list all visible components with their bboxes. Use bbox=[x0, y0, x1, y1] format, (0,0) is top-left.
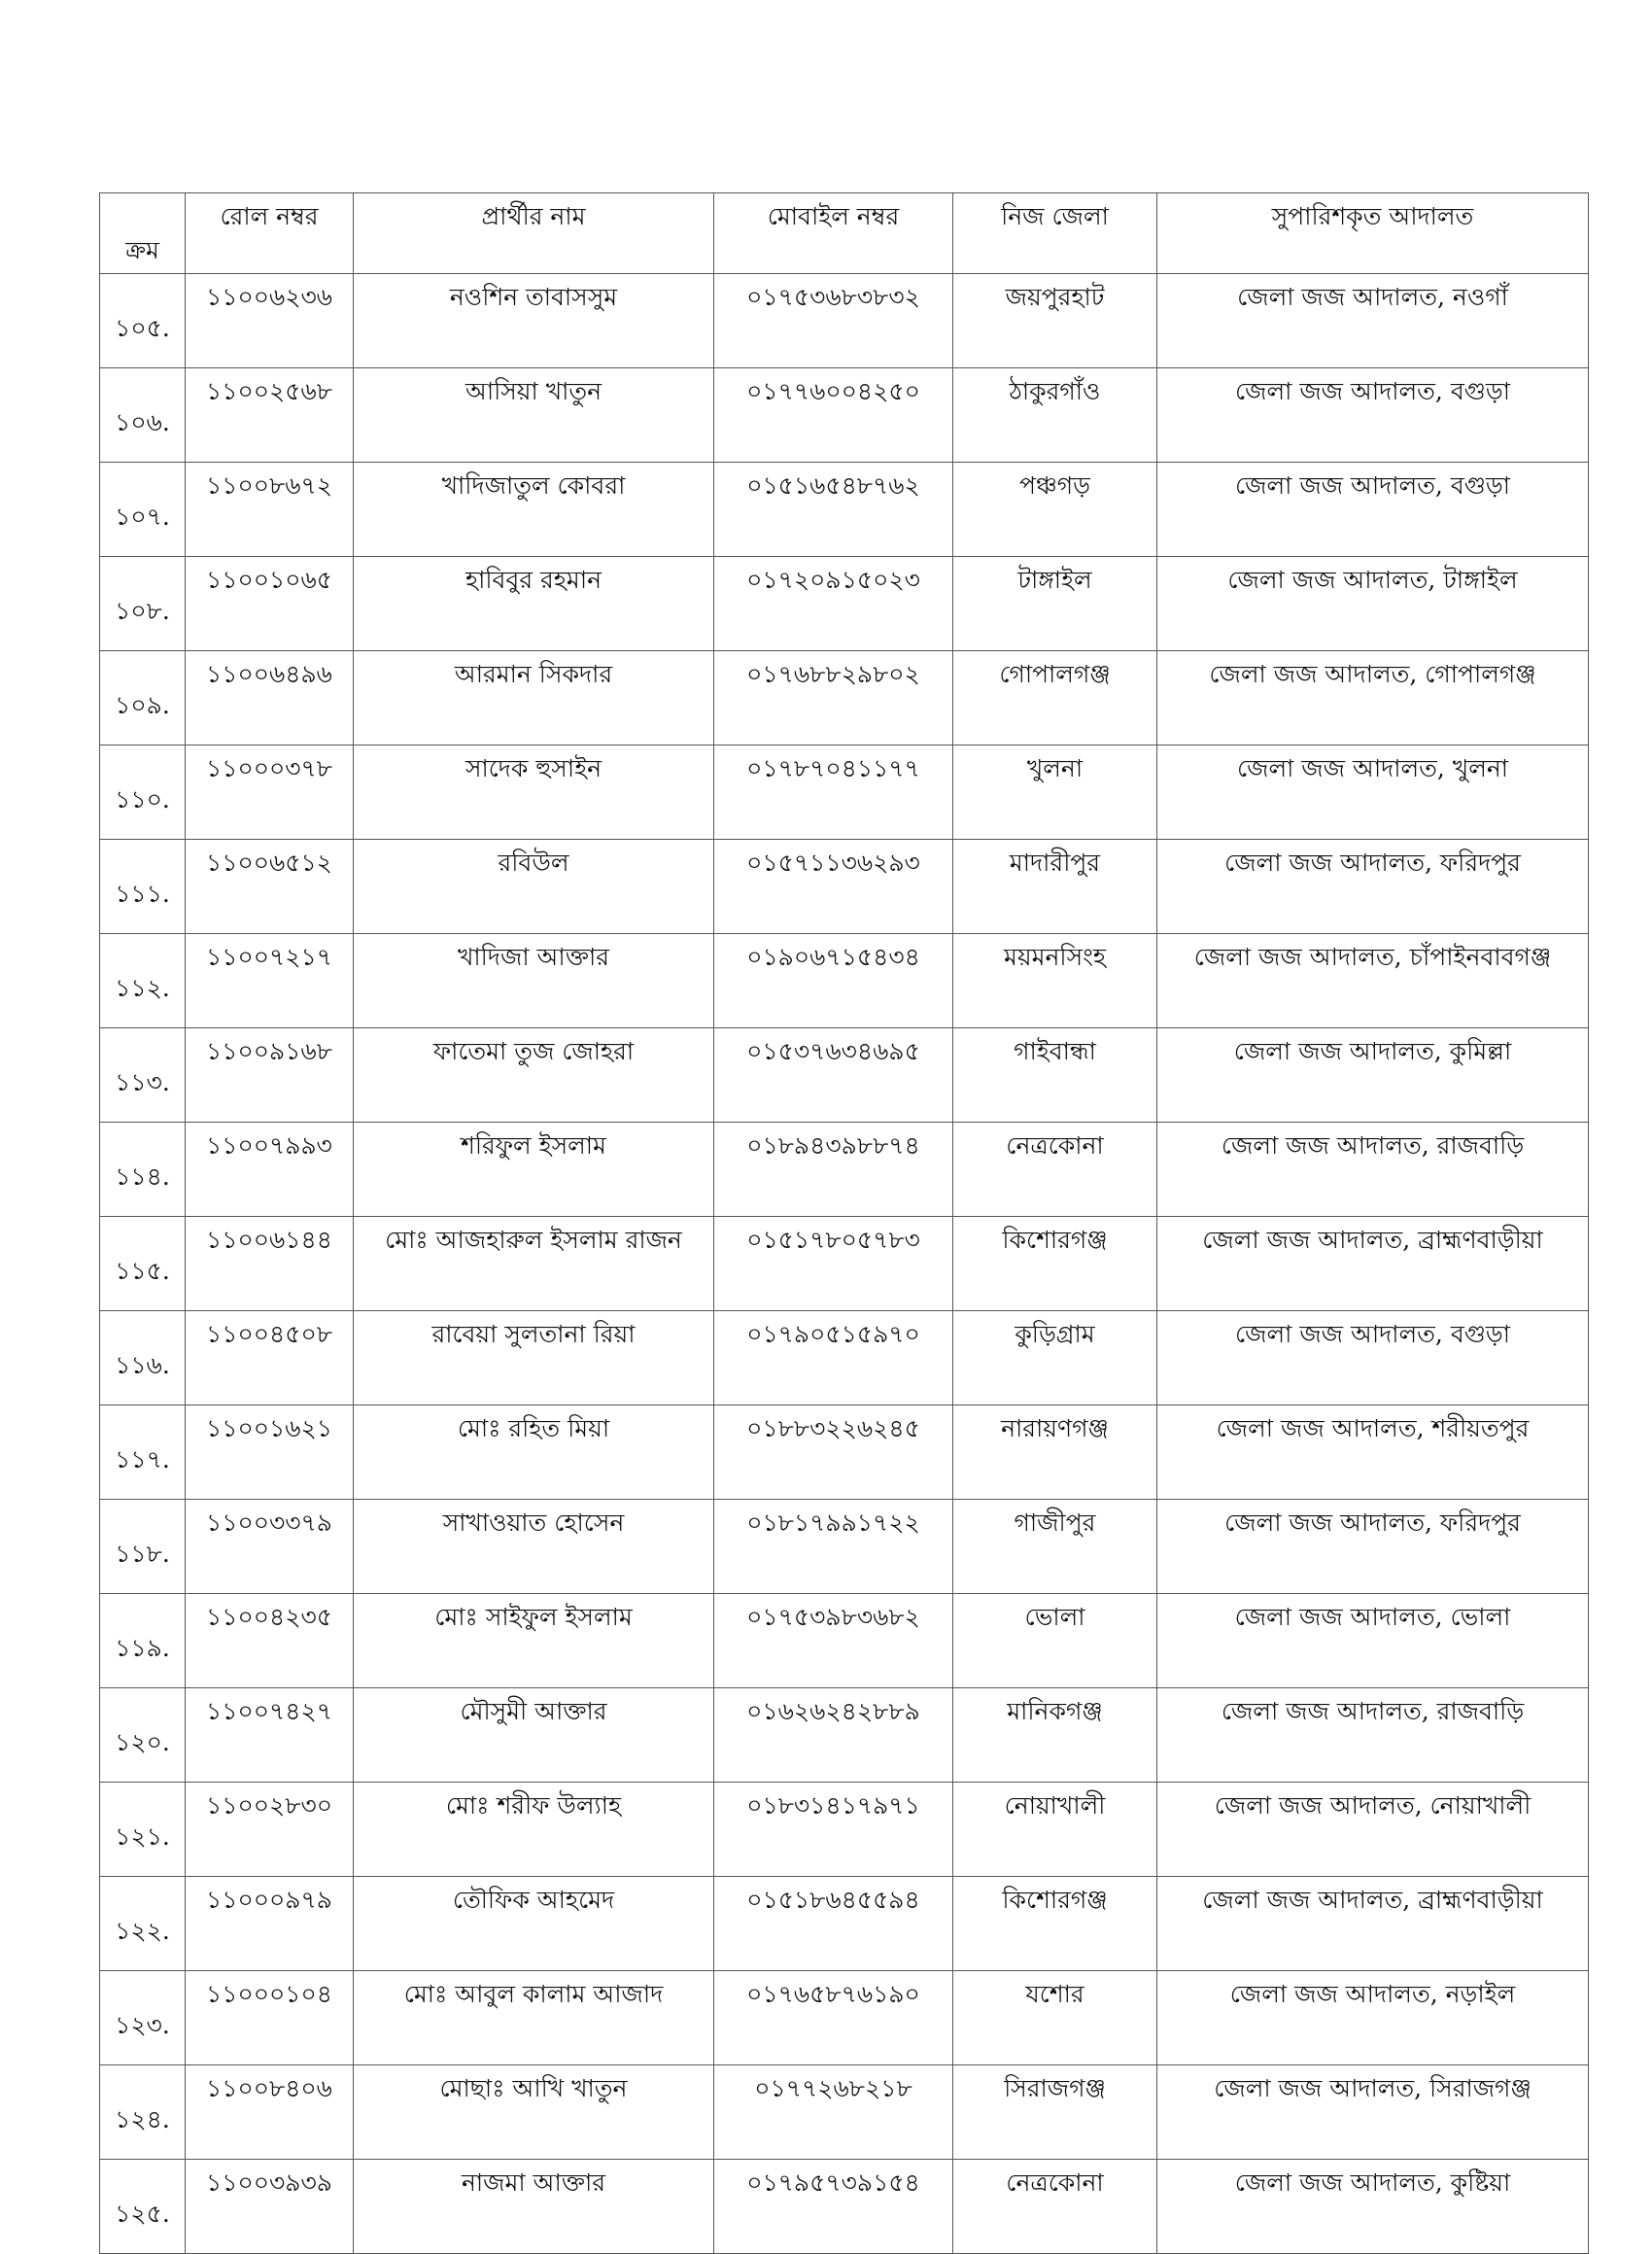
cell-serial: ১২১. bbox=[100, 1783, 186, 1877]
cell-serial: ১১৬. bbox=[100, 1311, 186, 1405]
cell-serial: ১১৪. bbox=[100, 1123, 186, 1217]
table-row bbox=[100, 1028, 1589, 1123]
table-row bbox=[100, 1405, 1589, 1500]
cell-mobile: ০১৬২৬২৪২৮৮৯ bbox=[714, 1688, 953, 1783]
cell-mobile: ০১৭৭৬০০৪২৫০ bbox=[714, 368, 953, 463]
cell-roll: ১১০০৮৬৭২ bbox=[186, 463, 354, 557]
cell-candidate-name: মোঃ সাইফুল ইসলাম bbox=[354, 1594, 714, 1688]
table-row bbox=[100, 368, 1589, 463]
cell-candidate-name: রবিউল bbox=[354, 840, 714, 934]
cell-recommended-court: জেলা জজ আদালত, চাঁপাইনবাবগঞ্জ bbox=[1157, 934, 1589, 1028]
cell-serial: ১২২. bbox=[100, 1877, 186, 1971]
cell-candidate-name: আসিয়া খাতুন bbox=[354, 368, 714, 463]
cell-recommended-court: জেলা জজ আদালত, রাজবাড়ি bbox=[1157, 1123, 1589, 1217]
cell-serial: ১২৫. bbox=[100, 2160, 186, 2254]
table-row bbox=[100, 1123, 1589, 1217]
cell-roll: ১১০০৩৯৩৯ bbox=[186, 2160, 354, 2254]
table-row bbox=[100, 651, 1589, 746]
cell-recommended-court: জেলা জজ আদালত, কুমিল্লা bbox=[1157, 1028, 1589, 1123]
cell-home-district: পঞ্চগড় bbox=[953, 463, 1157, 557]
cell-roll: ১১০০৮৪০৬ bbox=[186, 2065, 354, 2160]
cell-mobile: ০১৫১৭৮০৫৭৮৩ bbox=[714, 1217, 953, 1311]
cell-recommended-court: জেলা জজ আদালত, খুলনা bbox=[1157, 746, 1589, 840]
cell-recommended-court: জেলা জজ আদালত, নড়াইল bbox=[1157, 1971, 1589, 2065]
cell-roll: ১১০০১৬২১ bbox=[186, 1405, 354, 1500]
table-row bbox=[100, 840, 1589, 934]
cell-home-district: মানিকগঞ্জ bbox=[953, 1688, 1157, 1783]
header-name: প্রার্থীর নাম bbox=[354, 193, 714, 274]
cell-mobile: ০১৭৬৮৮২৯৮০২ bbox=[714, 651, 953, 746]
cell-home-district: ঠাকুরগাঁও bbox=[953, 368, 1157, 463]
cell-recommended-court: জেলা জজ আদালত, বগুড়া bbox=[1157, 1311, 1589, 1405]
cell-roll: ১১০০৬২৩৬ bbox=[186, 274, 354, 368]
cell-home-district: নোয়াখালী bbox=[953, 1783, 1157, 1877]
cell-recommended-court: জেলা জজ আদালত, শরীয়তপুর bbox=[1157, 1405, 1589, 1500]
cell-mobile: ০১৯০৬৭১৫৪৩৪ bbox=[714, 934, 953, 1028]
cell-candidate-name: খাদিজাতুল কোবরা bbox=[354, 463, 714, 557]
cell-candidate-name: ফাতেমা তুজ জোহরা bbox=[354, 1028, 714, 1123]
header-serial: ক্রম bbox=[100, 193, 186, 274]
cell-home-district: গাইবান্ধা bbox=[953, 1028, 1157, 1123]
cell-mobile: ০১৮৯৪৩৯৮৮৭৪ bbox=[714, 1123, 953, 1217]
cell-recommended-court: জেলা জজ আদালত, ব্রাহ্মণবাড়ীয়া bbox=[1157, 1217, 1589, 1311]
cell-home-district: ময়মনসিংহ bbox=[953, 934, 1157, 1028]
header-roll: রোল নম্বর bbox=[186, 193, 354, 274]
table-row bbox=[100, 1217, 1589, 1311]
cell-roll: ১১০০৭২১৭ bbox=[186, 934, 354, 1028]
cell-recommended-court: জেলা জজ আদালত, ফরিদপুর bbox=[1157, 840, 1589, 934]
table-row bbox=[100, 1783, 1589, 1877]
cell-home-district: ভোলা bbox=[953, 1594, 1157, 1688]
cell-home-district: জয়পুরহাট bbox=[953, 274, 1157, 368]
cell-candidate-name: নওশিন তাবাসসুম bbox=[354, 274, 714, 368]
cell-mobile: ০১৮৩১৪১৭৯৭১ bbox=[714, 1783, 953, 1877]
cell-candidate-name: রাবেয়া সুলতানা রিয়া bbox=[354, 1311, 714, 1405]
cell-candidate-name: শরিফুল ইসলাম bbox=[354, 1123, 714, 1217]
cell-roll: ১১০০৭৯৯৩ bbox=[186, 1123, 354, 1217]
cell-home-district: নারায়ণগঞ্জ bbox=[953, 1405, 1157, 1500]
cell-serial: ১২৪. bbox=[100, 2065, 186, 2160]
cell-candidate-name: তৌফিক আহমেদ bbox=[354, 1877, 714, 1971]
table-row bbox=[100, 2160, 1589, 2254]
cell-mobile: ০১৫১৬৫৪৮৭৬২ bbox=[714, 463, 953, 557]
cell-roll: ১১০০৪৫০৮ bbox=[186, 1311, 354, 1405]
cell-mobile: ০১৫৩৭৬৩৪৬৯৫ bbox=[714, 1028, 953, 1123]
cell-home-district: কিশোরগঞ্জ bbox=[953, 1877, 1157, 1971]
table-row bbox=[100, 1688, 1589, 1783]
cell-recommended-court: জেলা জজ আদালত, ভোলা bbox=[1157, 1594, 1589, 1688]
cell-mobile: ০১৮১৭৯৯১৭২২ bbox=[714, 1500, 953, 1594]
cell-mobile: ০১৭৬৫৮৭৬১৯০ bbox=[714, 1971, 953, 2065]
cell-candidate-name: মোঃ আবুল কালাম আজাদ bbox=[354, 1971, 714, 2065]
cell-candidate-name: মোছাঃ আখি খাতুন bbox=[354, 2065, 714, 2160]
cell-serial: ১২০. bbox=[100, 1688, 186, 1783]
cell-serial: ১০৬. bbox=[100, 368, 186, 463]
cell-recommended-court: জেলা জজ আদালত, গোপালগঞ্জ bbox=[1157, 651, 1589, 746]
cell-serial: ১২৩. bbox=[100, 1971, 186, 2065]
cell-roll: ১১০০০৩৭৮ bbox=[186, 746, 354, 840]
header-district: নিজ জেলা bbox=[953, 193, 1157, 274]
cell-roll: ১১০০৬১৪৪ bbox=[186, 1217, 354, 1311]
cell-roll: ১১০০৪২৩৫ bbox=[186, 1594, 354, 1688]
cell-roll: ১১০০৯১৬৮ bbox=[186, 1028, 354, 1123]
table-row bbox=[100, 2065, 1589, 2160]
cell-candidate-name: সাখাওয়াত হোসেন bbox=[354, 1500, 714, 1594]
table-row bbox=[100, 1594, 1589, 1688]
cell-candidate-name: মোঃ আজহারুল ইসলাম রাজন bbox=[354, 1217, 714, 1311]
cell-mobile: ০১৭২০৯১৫০২৩ bbox=[714, 557, 953, 651]
cell-candidate-name: আরমান সিকদার bbox=[354, 651, 714, 746]
cell-home-district: টাঙ্গাইল bbox=[953, 557, 1157, 651]
cell-serial: ১১৮. bbox=[100, 1500, 186, 1594]
table-row bbox=[100, 274, 1589, 368]
cell-mobile: ০১৭৫৩৬৮৩৮৩২ bbox=[714, 274, 953, 368]
cell-roll: ১১০০৭৪২৭ bbox=[186, 1688, 354, 1783]
cell-recommended-court: জেলা জজ আদালত, সিরাজগঞ্জ bbox=[1157, 2065, 1589, 2160]
cell-serial: ১১৩. bbox=[100, 1028, 186, 1123]
cell-serial: ১০৭. bbox=[100, 463, 186, 557]
cell-home-district: কিশোরগঞ্জ bbox=[953, 1217, 1157, 1311]
cell-serial: ১০৯. bbox=[100, 651, 186, 746]
cell-mobile: ০১৭৯৫৭৩৯১৫৪ bbox=[714, 2160, 953, 2254]
table-row bbox=[100, 1971, 1589, 2065]
cell-mobile: ০১৫৭১১৩৬২৯৩ bbox=[714, 840, 953, 934]
cell-roll: ১১০০৬৪৯৬ bbox=[186, 651, 354, 746]
table-row bbox=[100, 746, 1589, 840]
recommended-candidates-table bbox=[99, 192, 1589, 2254]
cell-home-district: সিরাজগঞ্জ bbox=[953, 2065, 1157, 2160]
table-row bbox=[100, 1500, 1589, 1594]
cell-roll: ১১০০১০৬৫ bbox=[186, 557, 354, 651]
cell-home-district: গাজীপুর bbox=[953, 1500, 1157, 1594]
table-row bbox=[100, 463, 1589, 557]
cell-home-district: গোপালগঞ্জ bbox=[953, 651, 1157, 746]
cell-roll: ১১০০২৫৬৮ bbox=[186, 368, 354, 463]
table-header bbox=[100, 193, 1589, 274]
cell-serial: ১০৮. bbox=[100, 557, 186, 651]
cell-recommended-court: জেলা জজ আদালত, নোয়াখালী bbox=[1157, 1783, 1589, 1877]
cell-serial: ১১৯. bbox=[100, 1594, 186, 1688]
header-mobile: মোবাইল নম্বর bbox=[714, 193, 953, 274]
cell-recommended-court: জেলা জজ আদালত, টাঙ্গাইল bbox=[1157, 557, 1589, 651]
table-row bbox=[100, 934, 1589, 1028]
cell-home-district: কুড়িগ্রাম bbox=[953, 1311, 1157, 1405]
table-row bbox=[100, 557, 1589, 651]
cell-recommended-court: জেলা জজ আদালত, ব্রাহ্মণবাড়ীয়া bbox=[1157, 1877, 1589, 1971]
cell-serial: ১১৭. bbox=[100, 1405, 186, 1500]
cell-serial: ১১৫. bbox=[100, 1217, 186, 1311]
cell-mobile: ০১৫১৮৬৪৫৫৯৪ bbox=[714, 1877, 953, 1971]
header-court: সুপারিশকৃত আদালত bbox=[1157, 193, 1589, 274]
cell-serial: ১১০. bbox=[100, 746, 186, 840]
cell-roll: ১১০০০৯৭৯ bbox=[186, 1877, 354, 1971]
cell-recommended-court: জেলা জজ আদালত, ফরিদপুর bbox=[1157, 1500, 1589, 1594]
cell-home-district: নেত্রকোনা bbox=[953, 2160, 1157, 2254]
cell-serial: ১১২. bbox=[100, 934, 186, 1028]
table-row bbox=[100, 1311, 1589, 1405]
cell-home-district: খুলনা bbox=[953, 746, 1157, 840]
cell-recommended-court: জেলা জজ আদালত, বগুড়া bbox=[1157, 463, 1589, 557]
cell-candidate-name: সাদেক হুসাইন bbox=[354, 746, 714, 840]
cell-roll: ১১০০৩৩৭৯ bbox=[186, 1500, 354, 1594]
cell-mobile: ০১৭৭২৬৮২১৮ bbox=[714, 2065, 953, 2160]
cell-home-district: যশোর bbox=[953, 1971, 1157, 2065]
cell-serial: ১১১. bbox=[100, 840, 186, 934]
table-body bbox=[100, 274, 1589, 2254]
cell-candidate-name: মৌসুমী আক্তার bbox=[354, 1688, 714, 1783]
table-row bbox=[100, 1877, 1589, 1971]
cell-mobile: ০১৮৮৩২২৬২৪৫ bbox=[714, 1405, 953, 1500]
cell-roll: ১১০০২৮৩০ bbox=[186, 1783, 354, 1877]
cell-candidate-name: খাদিজা আক্তার bbox=[354, 934, 714, 1028]
cell-serial: ১০৫. bbox=[100, 274, 186, 368]
cell-mobile: ০১৭৫৩৯৮৩৬৮২ bbox=[714, 1594, 953, 1688]
cell-roll: ১১০০৬৫১২ bbox=[186, 840, 354, 934]
cell-recommended-court: জেলা জজ আদালত, বগুড়া bbox=[1157, 368, 1589, 463]
cell-mobile: ০১৭৯০৫১৫৯৭০ bbox=[714, 1311, 953, 1405]
cell-mobile: ০১৭৮৭০৪১১৭৭ bbox=[714, 746, 953, 840]
cell-home-district: মাদারীপুর bbox=[953, 840, 1157, 934]
cell-recommended-court: জেলা জজ আদালত, রাজবাড়ি bbox=[1157, 1688, 1589, 1783]
cell-recommended-court: জেলা জজ আদালত, কুষ্টিয়া bbox=[1157, 2160, 1589, 2254]
header-row bbox=[100, 193, 1589, 274]
cell-candidate-name: হাবিবুর রহমান bbox=[354, 557, 714, 651]
cell-candidate-name: মোঃ শরীফ উল্যাহ bbox=[354, 1783, 714, 1877]
cell-candidate-name: নাজমা আক্তার bbox=[354, 2160, 714, 2254]
cell-candidate-name: মোঃ রহিত মিয়া bbox=[354, 1405, 714, 1500]
cell-roll: ১১০০০১০৪ bbox=[186, 1971, 354, 2065]
cell-home-district: নেত্রকোনা bbox=[953, 1123, 1157, 1217]
cell-recommended-court: জেলা জজ আদালত, নওগাঁ bbox=[1157, 274, 1589, 368]
